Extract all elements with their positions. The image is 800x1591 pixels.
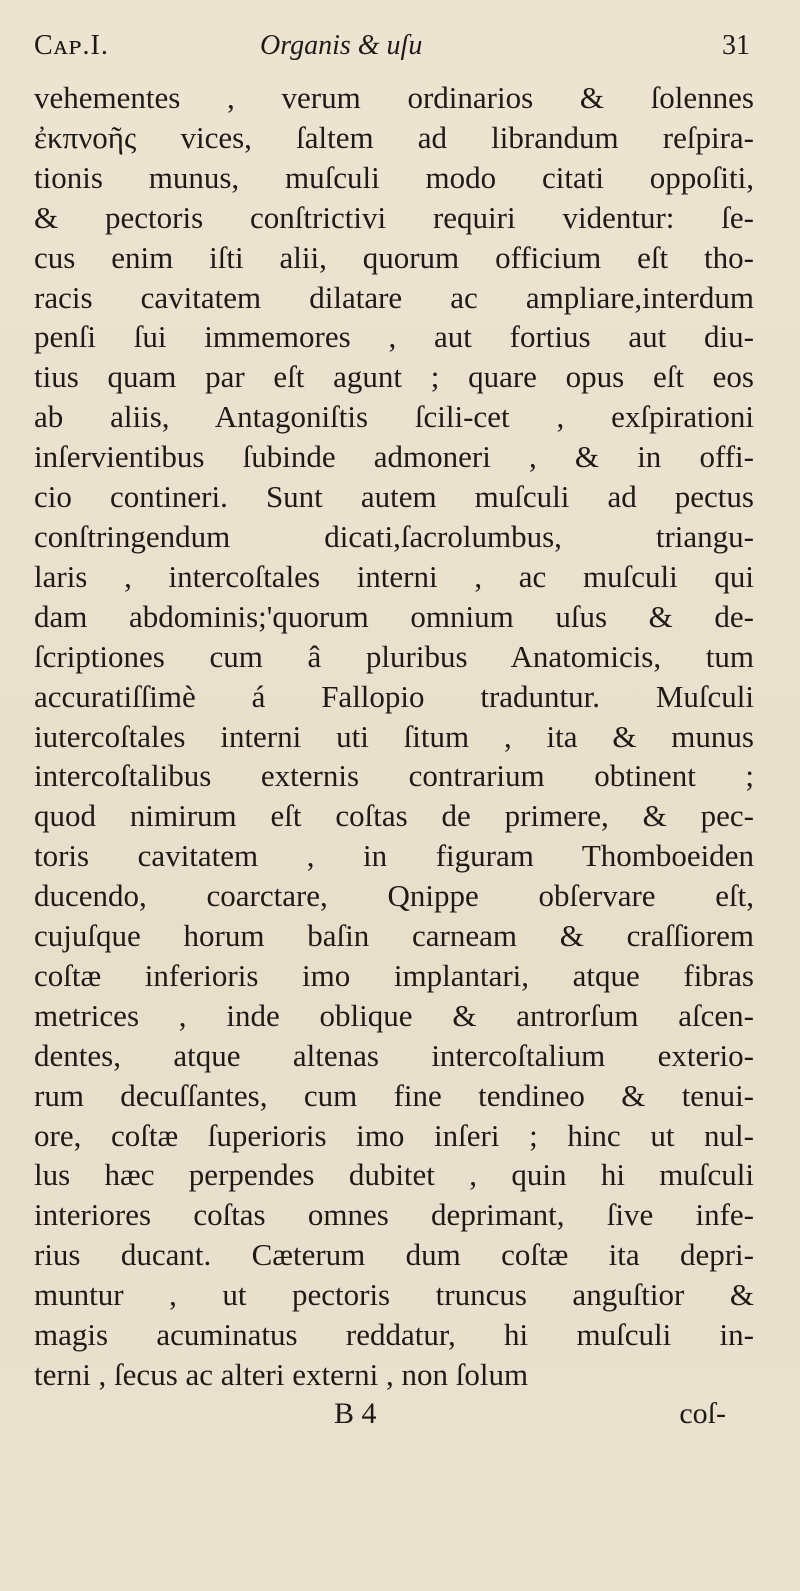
page-footer: [34, 1397, 768, 1437]
text-line: accuratiſſimè á Fallopio traduntur. Muſculi: [34, 678, 754, 714]
text-line: cus enim iſti alii, quorum officium eſt tho-: [34, 239, 754, 275]
text-line: ducendo, coarctare, Qnippe obſervare eſt,: [34, 878, 754, 914]
text-line: magis acuminatus reddatur, hi muſculi in-: [34, 1317, 754, 1353]
text-line: laris , intercoſtales interni , ac muſculi qui: [34, 558, 754, 594]
text-line: iutercoſtales interni uti ſitum , ita & munus: [34, 718, 754, 754]
text-line: cujuſque horum baſin carneam & craſſiorem: [34, 918, 754, 954]
text-line: dam abdominis;'quorum omnium uſus & de-: [34, 598, 754, 634]
running-title: Organis & uſu: [260, 30, 423, 61]
signature-mark: B 4: [334, 1396, 377, 1430]
text-line: ſcriptiones cum â pluribus Anatomicis, tum: [34, 638, 754, 674]
text-line: toris cavitatem , in figuram Thomboeiden: [34, 838, 754, 874]
text-line: interiores coſtas omnes deprimant, ſive infe-: [34, 1197, 754, 1233]
text-line: rius ducant. Cæterum dum coſtæ ita depri-: [34, 1237, 754, 1273]
text-line: vehementes , verum ordinarios & ſolennes: [34, 80, 754, 115]
text-line: inſervientibus ſubinde admoneri , & in offi-: [34, 439, 754, 475]
text-line: intercoſtalibus externis contrarium obtinent ;: [34, 758, 754, 794]
text-line: muntur , ut pectoris truncus anguſtior &: [34, 1277, 754, 1313]
text-line: ab aliis, Antagoniſtis ſcili-cet , exſpirationi: [34, 399, 754, 435]
text-line: racis cavitatem dilatare ac ampliare,interdum: [34, 279, 754, 315]
text-line: ἐκπνοῆς vices, ſaltem ad librandum reſpira-: [34, 119, 754, 155]
body-text: [34, 78, 754, 1395]
catchword: coſ-: [679, 1396, 726, 1430]
text-line: & pectoris conſtrictivi requiri videntur: ſe-: [34, 199, 754, 235]
text-line: coſtæ inferioris imo implantari, atque fibras: [34, 957, 754, 993]
text-line: conſtringendum dicati,ſacrolumbus, triangu-: [34, 518, 754, 554]
text-line: penſi ſui immemores , aut fortius aut diu-: [34, 319, 754, 355]
text-line: cio contineri. Sunt autem muſculi ad pectus: [34, 479, 754, 515]
page-number: 31: [722, 30, 750, 61]
running-head: [34, 30, 768, 78]
text-line: terni , ſecus ac alteri externi , non ſolum: [34, 1357, 529, 1392]
text-line: rum decuſſantes, cum fine tendineo & tenui-: [34, 1077, 754, 1113]
text-line: tius quam par eſt agunt ; quare opus eſt eos: [34, 359, 754, 395]
text-line: metrices , inde oblique & antrorſum aſcen-: [34, 997, 754, 1033]
text-line: quod nimirum eſt coſtas de primere, & pec-: [34, 798, 754, 834]
text-line: lus hæc perpendes dubitet , quin hi muſculi: [34, 1157, 754, 1193]
chapter-label: Cᴀᴘ.I.: [34, 30, 109, 61]
text-line: ore, coſtæ ſuperioris imo inſeri ; hinc ut nul-: [34, 1117, 754, 1153]
text-line: tionis munus, muſculi modo citati oppoſiti,: [34, 159, 754, 195]
text-line: dentes, atque altenas intercoſtalium exterio-: [34, 1037, 754, 1073]
